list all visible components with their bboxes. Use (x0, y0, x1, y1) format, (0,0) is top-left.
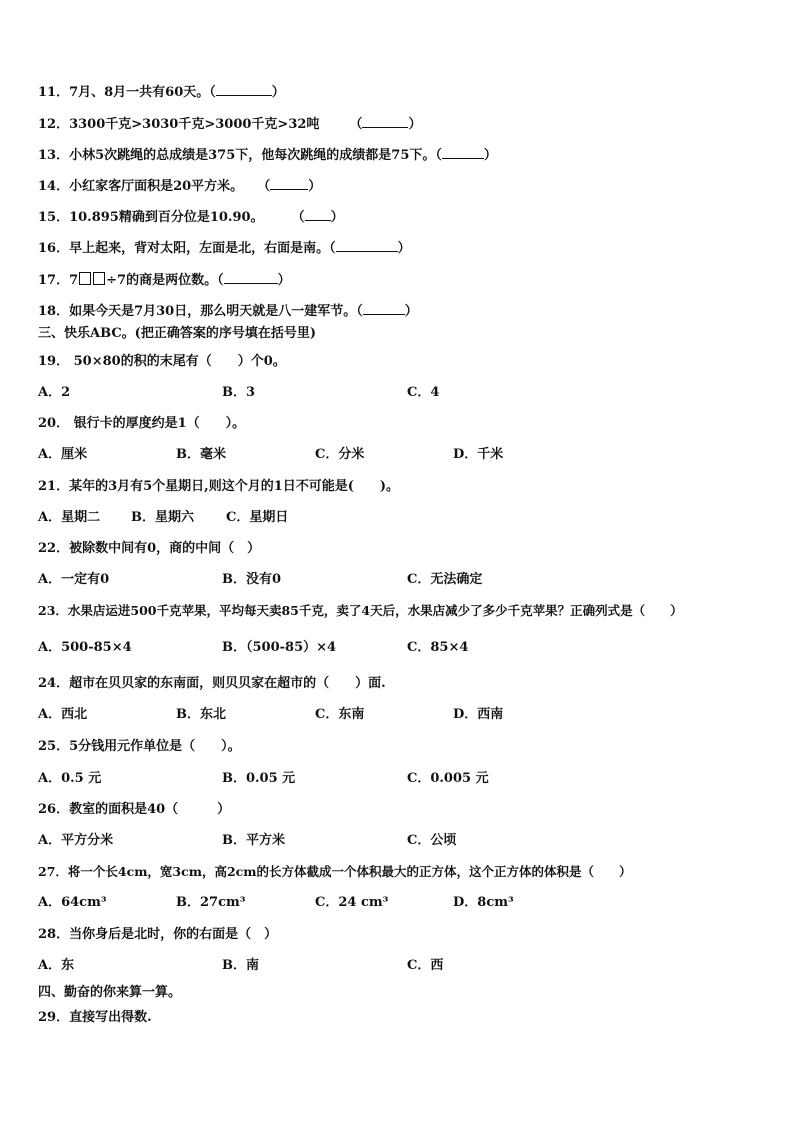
question-18: 18．如果今天是7月30日，那么明天就是八一建军节。（ ） (38, 304, 418, 319)
option-a[interactable]: A．64cm³ (38, 895, 107, 910)
digit-box (79, 272, 91, 285)
answer-blank[interactable] (442, 146, 484, 159)
question-11: 11．7月、8月一共有60天。（ ） (38, 85, 285, 100)
option-a[interactable]: A．0.5 元 (38, 771, 102, 786)
question-20: 20． 银行卡的厚度约是1（ ）。 (38, 416, 246, 431)
section-title-4: 四、勤奋的你来算一算。 (38, 985, 182, 1000)
question-19: 19． 50×80的积的末尾有（ ）个0。 (38, 354, 286, 369)
options-25 (38, 771, 758, 787)
option-b[interactable]: B．27cm³ (176, 895, 246, 910)
option-c[interactable]: C．分米 (315, 447, 365, 462)
answer-blank[interactable] (363, 302, 405, 315)
options-21 (38, 510, 758, 526)
answer-blank[interactable] (270, 177, 308, 190)
option-b[interactable]: B．0.05 元 (222, 771, 296, 786)
question-29: 29．直接写出得数. (38, 1010, 152, 1025)
option-a[interactable]: A．一定有0 (38, 572, 110, 587)
option-c[interactable]: C．星期日 (226, 510, 289, 525)
options-26 (38, 833, 758, 849)
options-19 (38, 385, 758, 401)
options-20 (38, 447, 758, 463)
question-25: 25．5分钱用元作单位是（ ）。 (38, 739, 241, 754)
option-c[interactable]: C．无法确定 (407, 572, 483, 587)
option-c[interactable]: C．东南 (315, 707, 365, 722)
option-b[interactable]: B．星期六 (131, 510, 194, 525)
option-c[interactable]: C．24 cm³ (315, 895, 389, 910)
option-b[interactable]: B．（500-85）×4 (222, 640, 337, 655)
option-a[interactable]: A．东 (38, 958, 75, 973)
question-21: 21．某年的3月有5个星期日,则这个月的1日不可能是( )。 (38, 479, 400, 494)
option-b[interactable]: B．3 (222, 385, 256, 400)
options-22 (38, 572, 758, 588)
question-14: 14．小红家客厅面积是20平方米。 （ ） (38, 179, 322, 194)
option-a[interactable]: A．500-85×4 (38, 640, 132, 655)
question-13: 13．小林5次跳绳的总成绩是375下，他每次跳绳的成绩都是75下。（ ） (38, 148, 497, 163)
answer-blank[interactable] (336, 239, 398, 252)
option-b[interactable]: B．东北 (176, 707, 226, 722)
option-a[interactable]: A．星期二 (38, 510, 101, 525)
section-title-3: 三、快乐ABC。(把正确答案的序号填在括号里) (38, 326, 316, 341)
options-24 (38, 707, 758, 723)
option-b[interactable]: B．平方米 (222, 833, 285, 848)
question-15: 15．10.895精确到百分位是10.90。 （ ） (38, 210, 344, 225)
option-a[interactable]: A．2 (38, 385, 71, 400)
option-a[interactable]: A．平方分米 (38, 833, 114, 848)
answer-blank[interactable] (224, 271, 278, 284)
option-c[interactable]: C．0.005 元 (407, 771, 489, 786)
question-16: 16．早上起来，背对太阳，左面是北，右面是南。（ ） (38, 241, 411, 256)
digit-box (93, 272, 105, 285)
question-12: 12．3300千克>3030千克>3000千克>32吨 （ ） (38, 117, 422, 132)
question-28: 28．当你身后是北时，你的右面是（ ） (38, 927, 278, 942)
option-c[interactable]: C．西 (407, 958, 444, 973)
option-b[interactable]: B．没有0 (222, 572, 282, 587)
option-d[interactable]: D．西南 (453, 707, 504, 722)
question-24: 24．超市在贝贝家的东南面，则贝贝家在超市的（ ）面. (38, 676, 386, 691)
question-23: 23．水果店运进500千克苹果，平均每天卖85千克，卖了4天后，水果店减少了多少千克苹果？正确列式是（ ） (38, 603, 683, 618)
options-28 (38, 958, 758, 974)
options-23 (38, 640, 758, 656)
option-c[interactable]: C．公顷 (407, 833, 457, 848)
answer-blank[interactable] (216, 83, 272, 96)
options-27 (38, 895, 758, 911)
question-27: 27．将一个长4cm，宽3cm，高2cm的长方体截成一个体积最大的正方体，这个正方体的体积是（ ） (38, 864, 632, 879)
option-c[interactable]: C．85×4 (407, 640, 469, 655)
option-c[interactable]: C．4 (407, 385, 440, 400)
question-22: 22．被除数中间有0，商的中间（ ） (38, 541, 261, 556)
option-a[interactable]: A．厘米 (38, 447, 88, 462)
option-a[interactable]: A．西北 (38, 707, 88, 722)
option-d[interactable]: D．千米 (453, 447, 504, 462)
answer-blank[interactable] (305, 208, 331, 221)
question-17: 17．7 ÷7的商是两位数。（ ） (38, 273, 291, 288)
option-b[interactable]: B．南 (222, 958, 259, 973)
option-d[interactable]: D．8cm³ (453, 895, 514, 910)
option-b[interactable]: B．毫米 (176, 447, 226, 462)
question-26: 26．教室的面积是40（ ） (38, 802, 231, 817)
answer-blank[interactable] (362, 115, 408, 128)
